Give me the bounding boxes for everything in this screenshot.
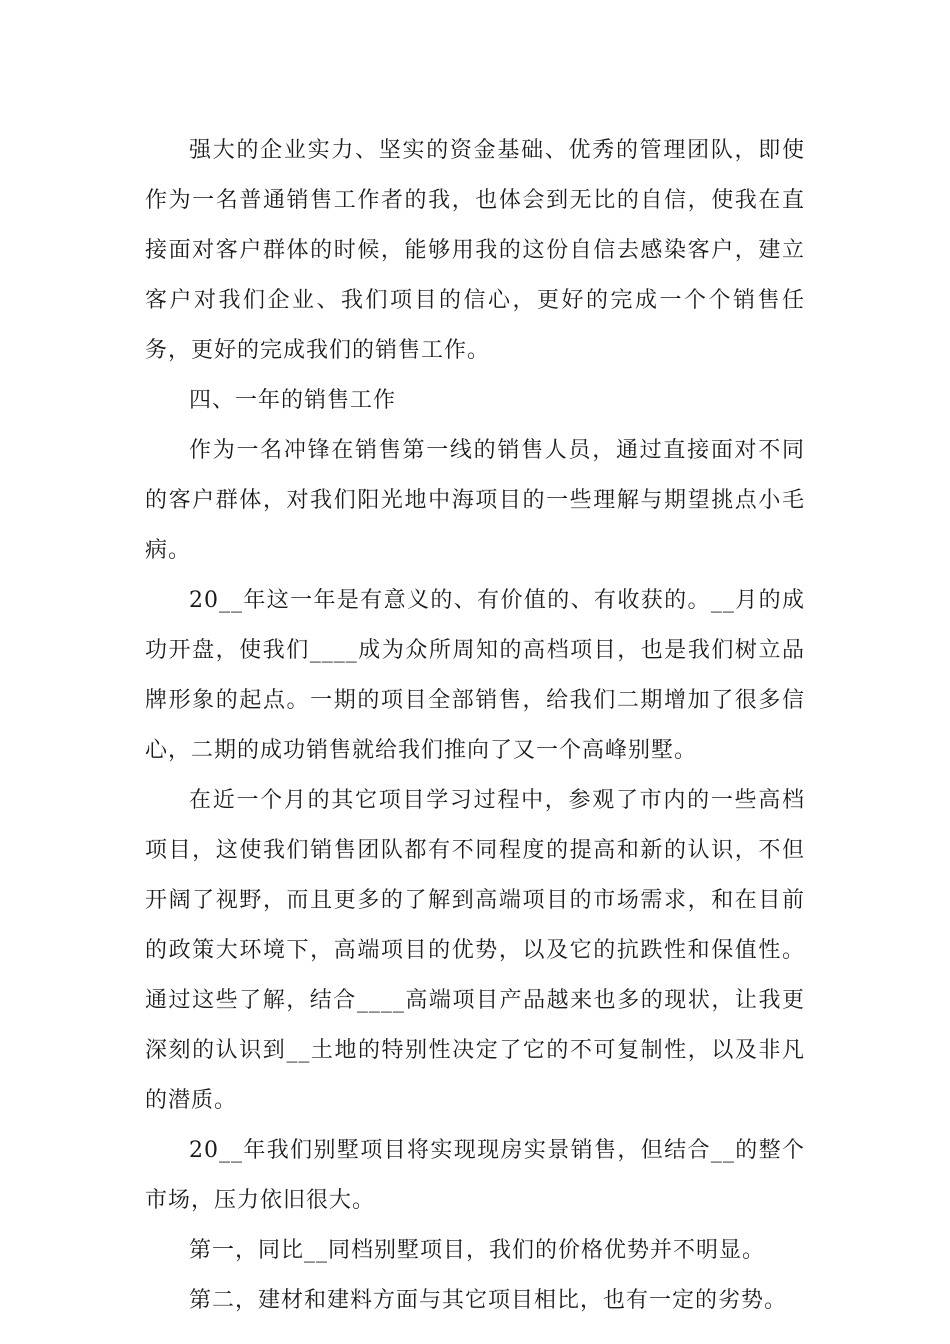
paragraph-point-two: 第二，建材和建料方面与其它项目相比，也有一定的劣势。	[189, 1288, 788, 1313]
paragraph-company-strength: 强大的企业实力、坚实的资金基础、优秀的管理团队，即使作为一名普通销售工作者的我，也体会到无比的自信，使我在直接面对客户群体的时候，能够用我的这份自信去感染客户，建立客户对我们企业、我们项目的信心，更好的完成一个个销售任务，更好的完成我们的销售工作。	[145, 138, 805, 363]
document-body	[145, 126, 805, 1326]
paragraph-point-one: 第一，同比__同档别墅项目，我们的价格优势并不明显。	[189, 1238, 766, 1263]
paragraph-market-pressure: 20__年我们别墅项目将实现现房实景销售，但结合__的整个市场，压力依旧很大。	[145, 1138, 805, 1213]
section-heading-annual-sales: 四、一年的销售工作	[189, 388, 397, 413]
paragraph-year-review: 20__年这一年是有意义的、有价值的、有收获的。__月的成功开盘，使我们____成为众所周知的高档项目，也是我们树立品牌形象的起点。一期的项目全部销售，给我们二期增加了很多信心，二期的成功销售就给我们推向了又一个高峰别墅。	[145, 588, 805, 763]
paragraph-frontline-sales: 作为一名冲锋在销售第一线的销售人员，通过直接面对不同的客户群体，对我们阳光地中海项目的一些理解与期望挑点小毛病。	[145, 438, 805, 563]
paragraph-project-study: 在近一个月的其它项目学习过程中，参观了市内的一些高档项目，这使我们销售团队都有不同程度的提高和新的认识，不但开阔了视野，而且更多的了解到高端项目的市场需求，和在目前的政策大环境下，高端项目的优势，以及它的抗跌性和保值性。通过这些了解，结合____高端项目产品越来也多的现状，让我更深刻的认识到__土地的特别性决定了它的不可复制性，以及非凡的潜质。	[145, 788, 805, 1113]
